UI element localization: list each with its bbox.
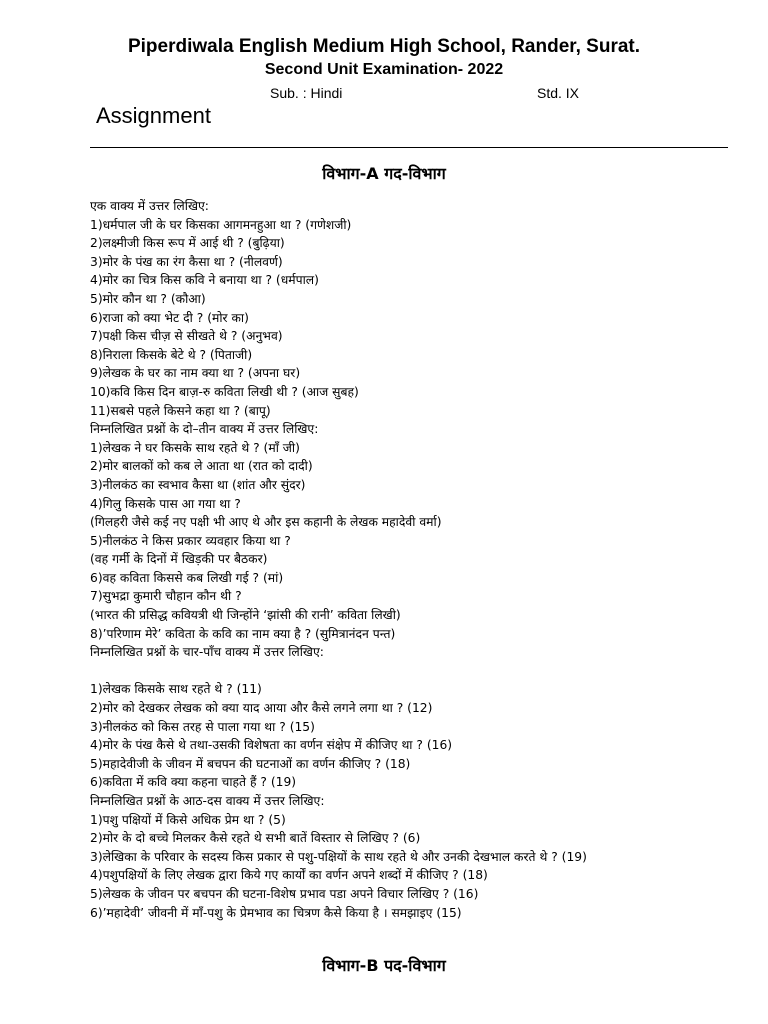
exam-title: Second Unit Examination- 2022: [264, 61, 504, 78]
question-list: [90, 197, 730, 922]
question-line: 2)लक्ष्मीजी किस रूप में आई थी ? (बुढ़िया): [90, 236, 285, 251]
header-divider: [90, 147, 728, 148]
question-line: 1)पशु पक्षियों में किसे अधिक प्रेम था ? (5): [90, 812, 286, 827]
question-line: 2)मोर के दो बच्चे मिलकर कैसे रहते थे सभी बातें विस्तार से लिखिए ? (6): [90, 831, 421, 846]
question-line: 3)नीलकंठ का स्वभाव कैसा था (शांत और सुंदर): [90, 477, 306, 492]
section-b-title: विभाग-B पद-विभाग: [322, 956, 446, 975]
assignment-title: Assignment: [96, 103, 211, 128]
question-line: 6)राजा को क्या भेट दी ? (मोर का): [90, 310, 249, 325]
question-line: 3)लेखिका के परिवार के सदस्य किस प्रकार से पशु-पक्षियों के साथ रहते थे और उनकी देखभाल करते थे ? (19): [90, 849, 587, 864]
question-line: 6)वह कविता किससे कब लिखी गई ? (मां): [90, 570, 284, 585]
question-line: 5)मोर कौन था ? (कौआ): [90, 291, 206, 306]
question-line: (भारत की प्रसिद्ध कवियत्री थी जिन्होंने ‘झांसी की रानी’ कविता लिखी): [90, 608, 401, 623]
question-line: 3)मोर के पंख का रंग कैसा था ? (नीलवर्ण): [90, 254, 283, 269]
question-line: (वह गर्मी के दिनों में खिड़की पर बैठकर): [90, 552, 268, 567]
standard-label: Std. IX: [537, 85, 580, 101]
question-line: निम्नलिखित प्रश्नों के चार-पाँच वाक्य में उत्तर लिखिए:: [90, 645, 324, 660]
question-line: 2)मोर को देखकर लेखक को क्या याद आया और कैसे लगने लगा था ? (12): [90, 701, 433, 716]
question-line: 10)कवि किस दिन बाज़-रु कविता लिखी थी ? (आज सुबह): [90, 384, 359, 399]
question-line: 4)गिलु किसके पास आ गया था ?: [90, 496, 241, 511]
question-line: 11)सबसे पहले किसने कहा था ? (बापू): [90, 403, 271, 418]
question-line: 6)’महादेवी’ जीवनी में माँ-पशु के प्रेमभाव का चित्रण कैसे किया है । समझाइए (15): [90, 905, 462, 920]
section-a-title: विभाग-A गद-विभाग: [322, 164, 446, 183]
question-line: 6)कविता में कवि क्या कहना चाहते हैं ? (19): [90, 775, 297, 790]
question-line: 4)मोर के पंख कैसे थे तथा-उसकी विशेषता का वर्णन संक्षेप में कीजिए था ? (16): [90, 738, 453, 753]
question-line: 1)लेखक ने घर किसके साथ रहते थे ? (माँ जी): [90, 440, 300, 455]
question-line: 3)नीलकंठ को किस तरह से पाला गया था ? (15): [90, 719, 315, 734]
subject-label: Sub. : Hindi: [270, 85, 343, 101]
question-line: 5)महादेवीजी के जीवन में बचपन की घटनाओं का वर्णन कीजिए ? (18): [90, 756, 411, 771]
school-name: Piperdiwala English Medium High School, Rander, Surat.: [127, 36, 641, 57]
question-line: 8)निराला किसके बेटे थे ? (पिताजी): [90, 347, 253, 362]
question-line: 5)लेखक के जीवन पर बचपन की घटना-विशेष प्रभाव पडा अपने विचार लिखिए ? (16): [90, 886, 479, 901]
question-line: 1)धर्मपाल जी के घर किसका आगमनहुआ था ? (गणेशजी): [90, 217, 352, 232]
question-line: एक वाक्य में उत्तर लिखिए:: [90, 199, 209, 213]
question-line: (गिलहरी जैसे कई नए पक्षी भी आए थे और इस कहानी के लेखक महादेवी वर्मा): [90, 515, 442, 530]
question-line: 8)’परिणाम मेरे’ कविता के कवि का नाम क्या है ? (सुमित्रानंदन पन्त): [90, 626, 396, 641]
question-line: [90, 662, 730, 681]
question-line: 1)लेखक किसके साथ रहते थे ? (11): [90, 682, 262, 697]
question-line: 2)मोर बालकों को कब ले आता था (रात को दादी): [90, 459, 313, 474]
question-line: 5)नीलकंठ ने किस प्रकार व्यवहार किया था ?: [90, 533, 291, 548]
question-line: निम्नलिखित प्रश्नों के दो–तीन वाक्य में उत्तर लिखिए:: [90, 422, 319, 437]
question-line: 7)सुभद्रा कुमारी चौहान कौन थी ?: [90, 589, 242, 604]
question-line: 4)पशुपक्षियों के लिए लेखक द्वारा किये गए कार्यों का वर्णन अपने शब्दों में कीजिए ? (18): [90, 868, 488, 883]
question-line: 4)मोर का चित्र किस कवि ने बनाया था ? (धर्मपाल): [90, 273, 319, 288]
question-line: निम्नलिखित प्रश्नों के आठ-दस वाक्य में उत्तर लिखिए:: [90, 794, 325, 808]
question-line: 7)पक्षी किस चीज़ से सीखते थे ? (अनुभव): [90, 329, 283, 344]
question-line: 9)लेखक के घर का नाम क्या था ? (अपना घर): [90, 366, 301, 381]
